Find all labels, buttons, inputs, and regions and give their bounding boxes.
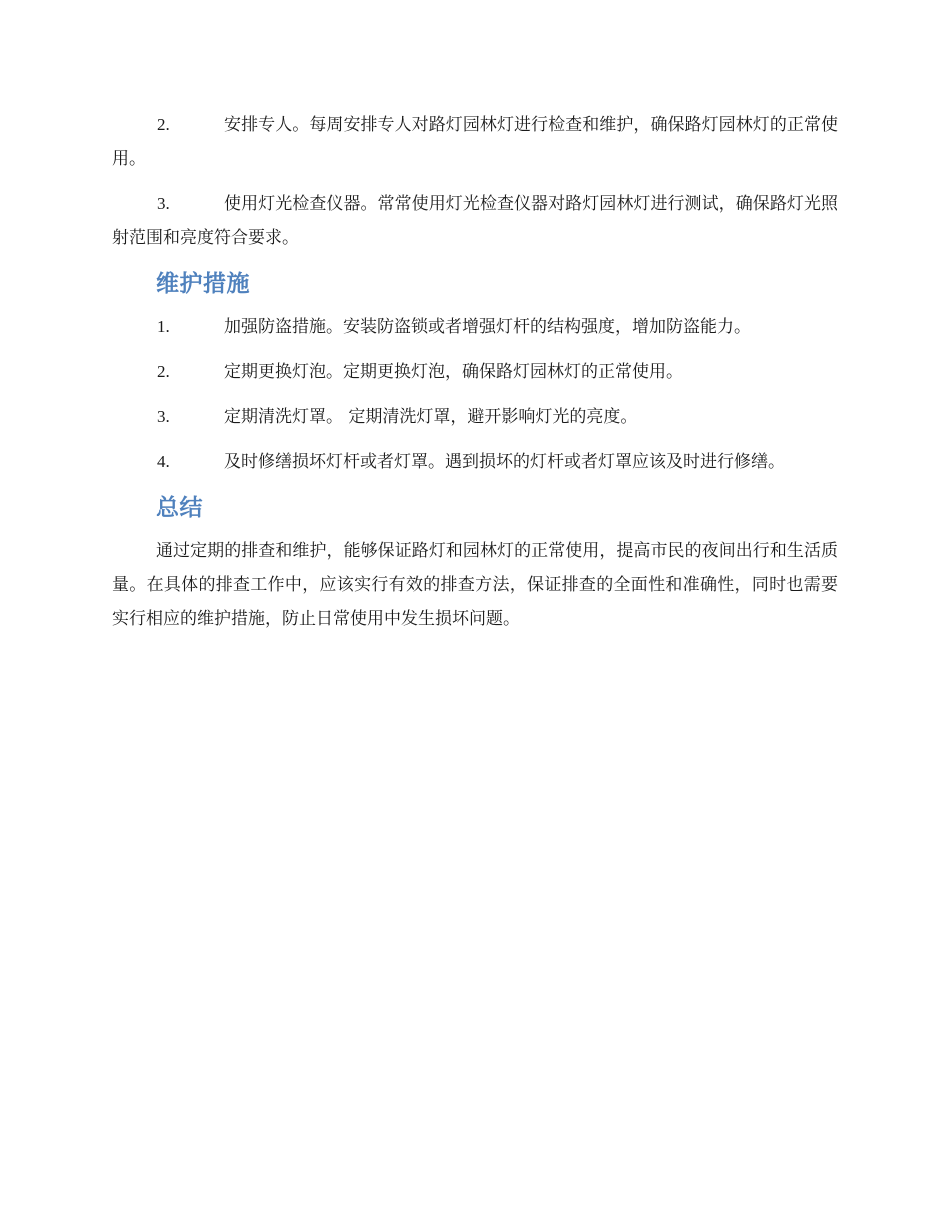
list-text: 加强防盗措施。安装防盗锁或者增强灯杆的结构强度，增加防盗能力。 [224,317,751,337]
list-number: 3. [157,194,170,213]
list-item [112,187,838,255]
list-item [112,400,838,434]
list-number: 4. [157,452,170,471]
list-item [112,108,838,176]
list-text: 定期清洗灯罩。 定期清洗灯罩，避开影响灯光的亮度。 [224,407,638,427]
list-number: 2. [157,362,170,381]
list-number: 2. [157,115,170,134]
list-number: 1. [157,317,170,336]
list-text: 定期更换灯泡。定期更换灯泡，确保路灯园林灯的正常使用。 [224,362,683,382]
list-text: 安排专人。每周安排专人对路灯园林灯进行检查和维护，确保路灯园林灯的正常使用。 [112,115,838,169]
list-text: 及时修缮损坏灯杆或者灯罩。遇到损坏的灯杆或者灯罩应该及时进行修缮。 [224,452,785,472]
section-heading-maintenance: 维护措施 [156,271,250,297]
list-number: 3. [157,407,170,426]
section-heading-summary: 总结 [156,495,203,521]
list-text: 使用灯光检查仪器。常常使用灯光检查仪器对路灯园林灯进行测试，确保路灯光照射范围和亮度符合要求。 [112,194,838,248]
list-item [112,355,838,389]
list-item [112,310,838,344]
list-item [112,445,838,479]
summary-paragraph: 通过定期的排查和维护，能够保证路灯和园林灯的正常使用，提高市民的夜间出行和生活质量。在具体的排查工作中，应该实行有效的排查方法，保证排查的全面性和准确性，同时也需要实行相应的维护措施，防止日常使用中发生损坏问题。 [112,541,838,629]
